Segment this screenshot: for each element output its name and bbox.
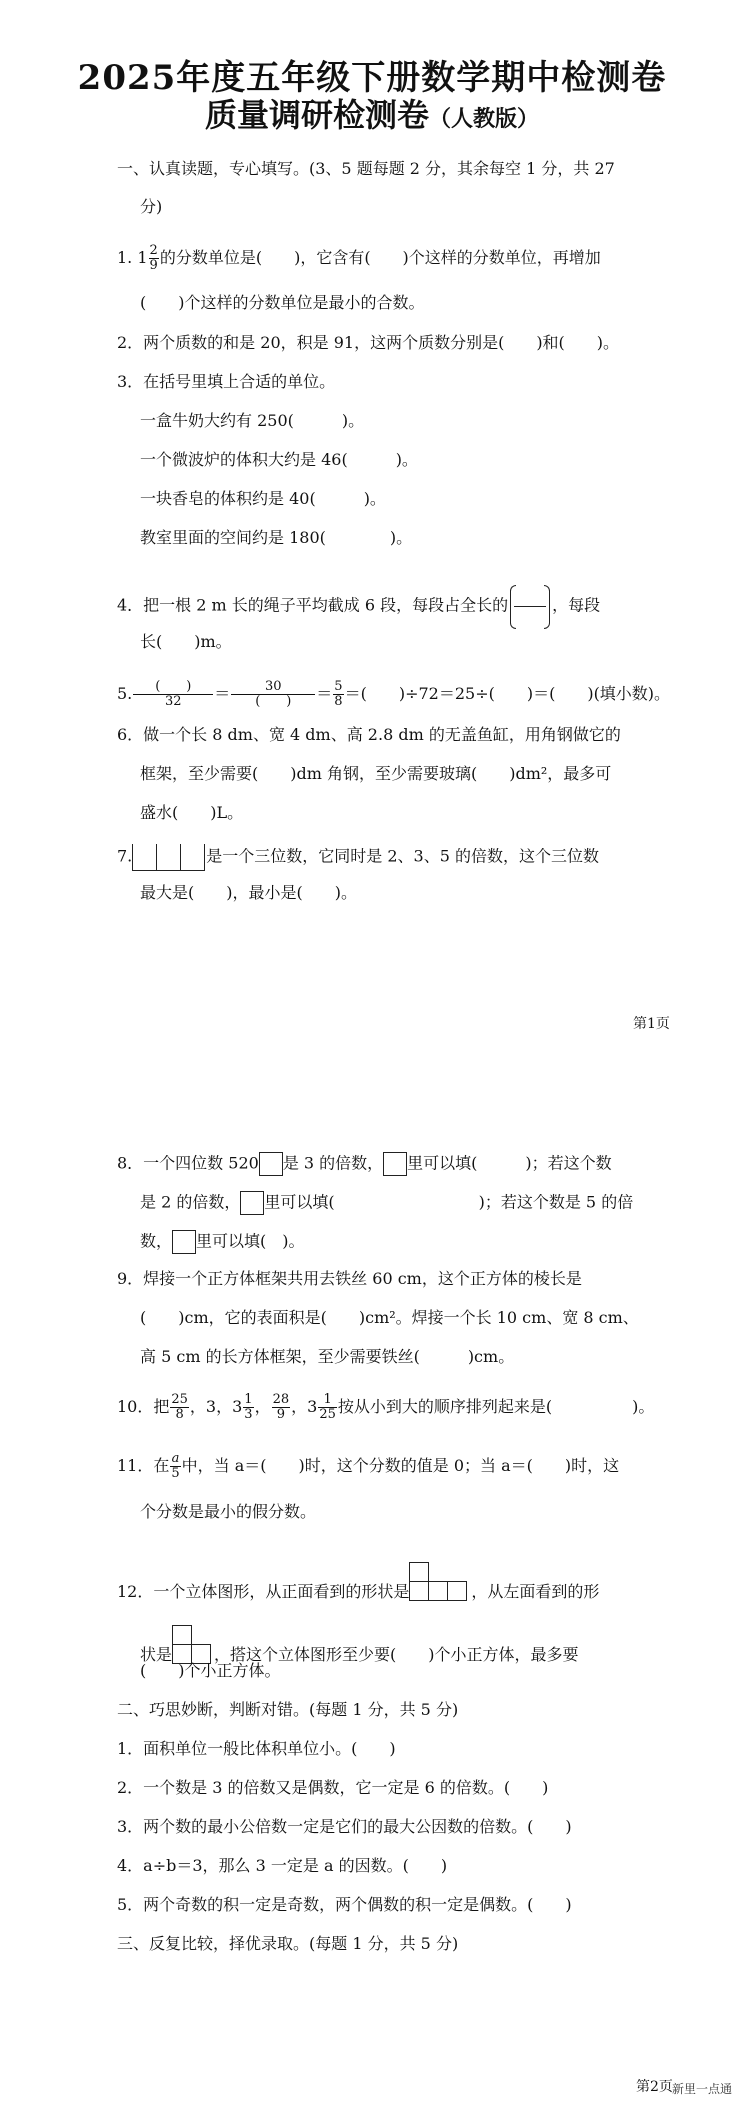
- q4-text: 4．把一根 2 m 长的绳子平均截成 6 段，每段占全长的: [117, 595, 509, 615]
- question-12b: [140, 1625, 579, 1665]
- section2-heading: 二、巧思妙断，判断对错。(每题 1 分，共 5 分): [117, 1700, 459, 1719]
- q4-blank-fraction: [510, 585, 550, 627]
- question-4-cont: 长( )m。: [140, 632, 232, 651]
- question-12c: ( )个小正方体。: [140, 1661, 281, 1680]
- question-3b: 一个微波炉的体积大约是 46( )。: [140, 450, 418, 469]
- q8-a1: 8．一个四位数 520: [117, 1153, 259, 1173]
- q12-a1: 12．一个立体图形，从正面看到的形状是: [117, 1582, 410, 1601]
- q12-front-view: [409, 1562, 471, 1602]
- question-2: 2．两个质数的和是 20，积是 91，这两个质数分别是( )和( )。: [117, 333, 620, 352]
- section2-item-1: 1．面积单位一般比体积单位小。( ): [117, 1739, 396, 1758]
- q8-box-2: [383, 1152, 407, 1176]
- question-11: [117, 1452, 619, 1481]
- question-8a: [117, 1152, 612, 1176]
- watermark: 新里一点通: [672, 2082, 733, 2096]
- question-6b: 框架，至少需要( )dm 角钢，至少需要玻璃( )dm²，最多可: [140, 764, 612, 783]
- q5-fraction-3: $\frac{5}{8}$: [334, 679, 343, 709]
- q10-fraction-3: $\frac{28}{9}$: [272, 1392, 290, 1422]
- question-5: [117, 680, 670, 709]
- q12-b2: ，搭这个立体图形至少要( )个小正方体，最多要: [214, 1645, 579, 1664]
- q10-sep-3: ，3: [291, 1397, 318, 1416]
- section2-item-4: 4．a÷b＝3，那么 3 一定是 a 的因数。( ): [117, 1856, 448, 1875]
- q12-left-view: [172, 1625, 214, 1665]
- q8-c1: 数，: [140, 1231, 173, 1251]
- question-1: [117, 244, 601, 273]
- page-number-2: 第2页: [636, 2079, 673, 2095]
- question-9c: 高 5 cm 的长方体框架，至少需要铁丝( )cm。: [140, 1347, 515, 1366]
- q12-b1: 状是: [140, 1645, 173, 1664]
- q11-number: 11．在: [117, 1456, 170, 1475]
- q1-text: 的分数单位是( )，它含有( )个这样的分数单位，再增加: [159, 248, 601, 267]
- q10-tail: 按从小到大的顺序排列起来是( )。: [337, 1397, 655, 1416]
- question-3c: 一块香皂的体积约是 40( )。: [140, 489, 386, 508]
- question-10: [117, 1393, 654, 1422]
- question-9b: ( )cm，它的表面积是( )cm²。焊接一个长 10 cm、宽 8 cm、: [140, 1308, 639, 1327]
- q10-fraction-2: $\frac{1}{3}$: [244, 1392, 253, 1422]
- section2-item-3: 3．两个数的最小公倍数一定是它们的最大公因数的倍数。( ): [117, 1817, 572, 1836]
- question-8b: [140, 1191, 633, 1215]
- q8-b2: 里可以填( )；若这个数是 5 的倍: [264, 1192, 634, 1212]
- q5-number: 5.: [117, 684, 133, 703]
- q7-number: 7.: [117, 846, 133, 866]
- q11-fraction: $\frac{a}{5}$: [171, 1451, 180, 1481]
- question-4: [117, 585, 600, 627]
- q5-fraction-2: $\frac{30}{( )}$: [231, 680, 315, 709]
- q1-whole: 1: [137, 248, 148, 267]
- q10-fraction-1: $\frac{25}{8}$: [171, 1392, 188, 1422]
- q1-number: 1.: [117, 248, 133, 267]
- subtitle-edition: （人教版）: [429, 106, 540, 132]
- q7-text: 是一个三位数，它同时是 2、3、5 的倍数，这个三位数: [206, 846, 599, 866]
- section3-heading: 三、反复比较，择优录取。(每题 1 分，共 5 分): [117, 1934, 459, 1953]
- q10-sep-2: ，: [254, 1397, 271, 1416]
- q4-tail: ，每段: [552, 595, 601, 615]
- question-7: [117, 844, 599, 870]
- q5-equals-1: ＝: [214, 684, 231, 703]
- q1-fraction: $\frac{2}{9}$: [149, 243, 158, 273]
- question-3a: 一盒牛奶大约有 250( )。: [140, 411, 365, 430]
- q8-c2: 里可以填( )。: [196, 1231, 305, 1251]
- q5-fraction-1: $\frac{( )}{32}$: [133, 680, 213, 709]
- question-8c: [140, 1230, 305, 1254]
- q5-rest: ＝( )÷72＝25÷( )＝( )(填小数)。: [344, 684, 671, 703]
- q10-fraction-4: $\frac{1}{25}$: [319, 1392, 336, 1422]
- q8-a2: 是 3 的倍数，: [282, 1153, 384, 1173]
- question-9a: 9．焊接一个正方体框架共用去铁丝 60 cm，这个正方体的棱长是: [117, 1269, 582, 1288]
- section2-item-5: 5．两个奇数的积一定是奇数，两个偶数的积一定是偶数。( ): [117, 1895, 572, 1914]
- q11-text: 中，当 a＝( )时，这个分数的值是 0；当 a＝( )时，这: [181, 1456, 620, 1475]
- q10-number: 10．把: [117, 1397, 170, 1416]
- question-6c: 盛水( )L。: [140, 803, 244, 822]
- exam-subtitle: [0, 90, 744, 136]
- question-6a: 6．做一个长 8 dm、宽 4 dm、高 2.8 dm 的无盖鱼缸，用角钢做它的: [117, 725, 621, 744]
- q8-box-1: [259, 1152, 283, 1176]
- question-11-cont: 个分数是最小的假分数。: [140, 1502, 317, 1521]
- q12-a2: ，从左面看到的形: [471, 1582, 600, 1601]
- question-1-cont: ( )个这样的分数单位是最小的合数。: [140, 293, 425, 312]
- question-3: 3．在括号里填上合适的单位。: [117, 372, 336, 391]
- q10-sep-1: ，3，3: [189, 1397, 243, 1416]
- question-12a: [117, 1562, 599, 1602]
- q8-box-4: [172, 1230, 196, 1254]
- question-3d: 教室里面的空间约是 180( )。: [140, 528, 413, 547]
- page-number-1: 第1页: [633, 1016, 670, 1032]
- q8-box-3: [240, 1191, 264, 1215]
- question-7-cont: 最大是( )，最小是( )。: [140, 883, 357, 902]
- subtitle-main: 质量调研检测卷: [204, 96, 429, 134]
- section1-heading-cont: 分): [140, 197, 163, 216]
- exam-title: 2025年度五年级下册数学期中检测卷: [77, 58, 667, 98]
- q8-b1: 是 2 的倍数，: [140, 1192, 241, 1212]
- q8-a3: 里可以填( )；若这个数: [407, 1153, 612, 1173]
- section2-item-2: 2．一个数是 3 的倍数又是偶数，它一定是 6 的倍数。( ): [117, 1778, 549, 1797]
- q7-digit-boxes: [132, 844, 206, 870]
- q5-equals-2: ＝: [316, 684, 333, 703]
- section1-heading: 一、认真读题，专心填写。(3、5 题每题 2 分，其余每空 1 分，共 27: [117, 159, 615, 178]
